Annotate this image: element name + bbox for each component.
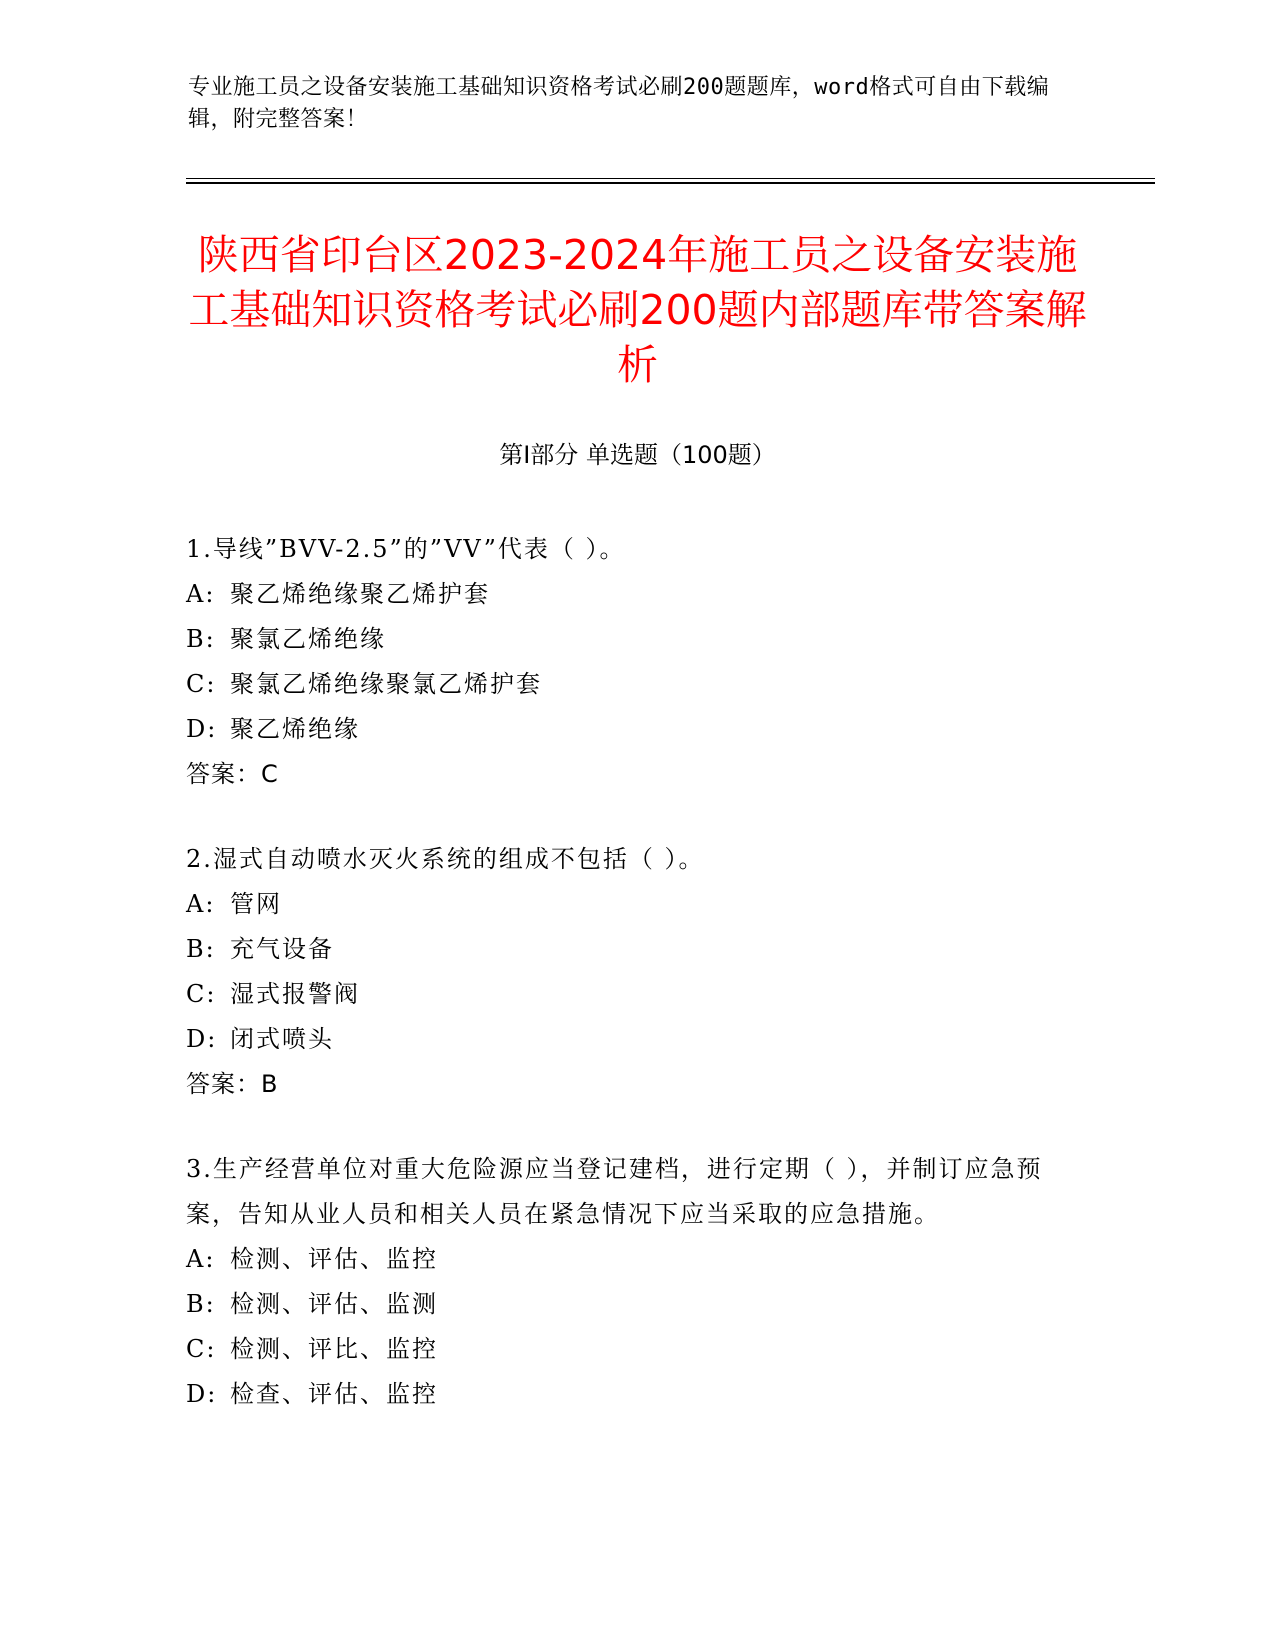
option-letter: A: bbox=[186, 890, 216, 918]
option-c bbox=[186, 972, 1066, 1017]
option-letter: B: bbox=[186, 625, 216, 653]
question-2 bbox=[186, 837, 1066, 1107]
answer: 答案：B bbox=[186, 1070, 279, 1098]
question-stem: 3.生产经营单位对重大危险源应当登记建档，进行定期（ ），并制订应急预案，告知从业人员和相关人员在紧急情况下应当采取的应急措施。 bbox=[186, 1155, 1043, 1228]
option-text: 聚乙烯绝缘聚乙烯护套 bbox=[230, 580, 490, 608]
option-letter: D: bbox=[186, 1380, 218, 1408]
question-1 bbox=[186, 527, 1066, 797]
option-letter: C: bbox=[186, 1335, 217, 1363]
option-text: 检测、评估、监控 bbox=[230, 1245, 438, 1273]
option-text: 检查、评估、监控 bbox=[230, 1380, 438, 1408]
question-3 bbox=[186, 1147, 1066, 1417]
header-rule-thick bbox=[186, 182, 1155, 184]
header-note: 专业施工员之设备安装施工基础知识资格考试必刷200题题库，word格式可自由下载编辑，附完整答案！ bbox=[188, 75, 1050, 132]
section-heading: 第Ⅰ部分 单选题（100题） bbox=[499, 441, 776, 469]
document-title: 陕西省印台区2023-2024年施工员之设备安装施工基础知识资格考试必刷200题内部题库带答案解析 bbox=[188, 231, 1087, 389]
answer: 答案：C bbox=[186, 760, 279, 788]
option-text: 充气设备 bbox=[230, 935, 334, 963]
option-b bbox=[186, 1282, 1066, 1327]
option-text: 聚氯乙烯绝缘聚氯乙烯护套 bbox=[230, 670, 542, 698]
option-text: 检测、评比、监控 bbox=[230, 1335, 438, 1363]
option-d bbox=[186, 1372, 1066, 1417]
option-b bbox=[186, 927, 1066, 972]
question-stem: 1.导线”BVV-2.5”的”VV”代表（ ）。 bbox=[186, 535, 626, 563]
option-letter: D: bbox=[186, 1025, 218, 1053]
option-b bbox=[186, 617, 1066, 662]
option-a bbox=[186, 572, 1066, 617]
option-letter: A: bbox=[186, 580, 216, 608]
option-letter: A: bbox=[186, 1245, 216, 1273]
header-rule-thin bbox=[186, 178, 1155, 179]
option-text: 湿式报警阀 bbox=[230, 980, 360, 1008]
option-letter: C: bbox=[186, 980, 217, 1008]
option-letter: B: bbox=[186, 935, 216, 963]
option-letter: C: bbox=[186, 670, 217, 698]
question-list bbox=[186, 527, 1066, 1457]
option-text: 管网 bbox=[230, 890, 282, 918]
option-a bbox=[186, 1237, 1066, 1282]
option-text: 闭式喷头 bbox=[230, 1025, 334, 1053]
option-text: 检测、评估、监测 bbox=[230, 1290, 438, 1318]
option-c bbox=[186, 662, 1066, 707]
option-text: 聚氯乙烯绝缘 bbox=[230, 625, 386, 653]
option-text: 聚乙烯绝缘 bbox=[230, 715, 360, 743]
question-stem: 2.湿式自动喷水灭火系统的组成不包括（ ）。 bbox=[186, 845, 705, 873]
option-d bbox=[186, 707, 1066, 752]
option-c bbox=[186, 1327, 1066, 1372]
option-letter: B: bbox=[186, 1290, 216, 1318]
option-a bbox=[186, 882, 1066, 927]
option-d bbox=[186, 1017, 1066, 1062]
option-letter: D: bbox=[186, 715, 218, 743]
